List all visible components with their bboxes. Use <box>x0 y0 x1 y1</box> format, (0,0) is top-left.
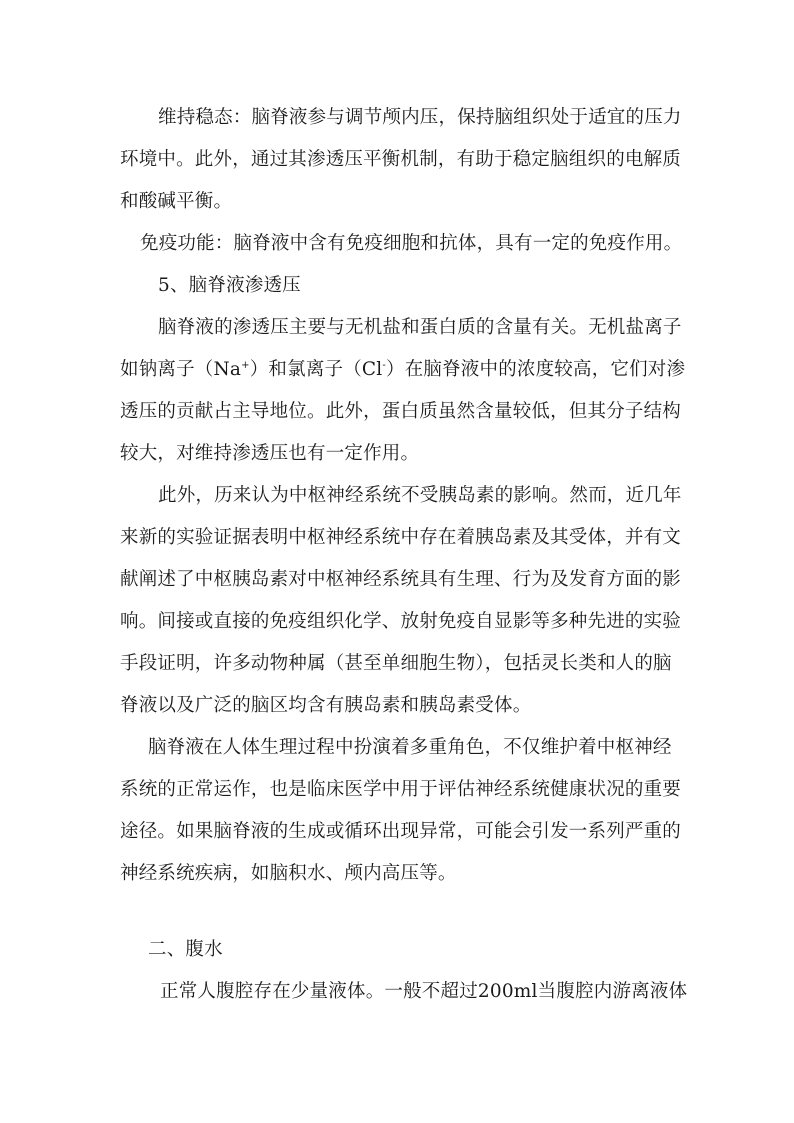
text-segment: ）在脑脊液中的浓度较高，它们对渗 <box>386 359 686 380</box>
text-line: 透压的贡献占主导地位。此外，蛋白质虽然含量较低，但其分子结构 <box>120 401 682 422</box>
text-line: 维持稳态：脑脊液参与调节颅内压，保持脑组织处于适宜的压力 <box>158 107 682 128</box>
text-line <box>120 357 685 383</box>
text-line: 和酸碱平衡。 <box>120 191 233 212</box>
text-line: 神经系统疾病，如脑积水、颅内高压等。 <box>120 863 457 884</box>
text-line: 献阐述了中枢胰岛素对中枢神经系统具有生理、行为及发育方面的影 <box>120 569 682 590</box>
superscript: + <box>241 359 250 371</box>
text-line: 脑脊液在人体生理过程中扮演着多重角色，不仅维护着中枢神经 <box>148 737 672 758</box>
superscript: - <box>382 359 386 371</box>
text-line: 免疫功能：脑脊液中含有免疫细胞和抗体，具有一定的免疫作用。 <box>140 233 683 254</box>
text-line: 来新的实验证据表明中枢神经系统中存在着胰岛素及其受体，并有文 <box>120 527 682 548</box>
text-line: 脊液以及广泛的脑区均含有胰岛素和胰岛素受体。 <box>120 695 532 716</box>
text-segment: ）和氯离子（Cl <box>249 359 383 380</box>
text-line: 手段证明，许多动物种属（甚至单细胞生物），包括灵长类和人的脑 <box>120 653 672 674</box>
text-line: 脑脊液的渗透压主要与无机盐和蛋白质的含量有关。无机盐离子 <box>158 317 682 338</box>
text-line: 较大，对维持渗透压也有一定作用。 <box>120 443 420 464</box>
section-heading: 5、脑脊液渗透压 <box>158 275 301 296</box>
text-line: 途径。如果脑脊液的生成或循环出现异常，可能会引发一系列严重的 <box>120 821 682 842</box>
text-line: 此外，历来认为中枢神经系统不受胰岛素的影响。然而，近几年 <box>158 485 682 506</box>
section-heading: 二、腹水 <box>148 939 223 960</box>
text-line: 系统的正常运作，也是临床医学中用于评估神经系统健康状况的重要 <box>120 779 682 800</box>
text-line: 正常人腹腔存在少量液体。一般不超过200ml当腹腔内游离液体 <box>160 981 688 1002</box>
text-line: 环境中。此外，通过其渗透压平衡机制，有助于稳定脑组织的电解质 <box>120 149 682 170</box>
text-segment: 如钠离子（Na <box>120 359 242 380</box>
text-line: 响。间接或直接的免疫组织化学、放射免疫自显影等多种先进的实验 <box>120 611 682 632</box>
